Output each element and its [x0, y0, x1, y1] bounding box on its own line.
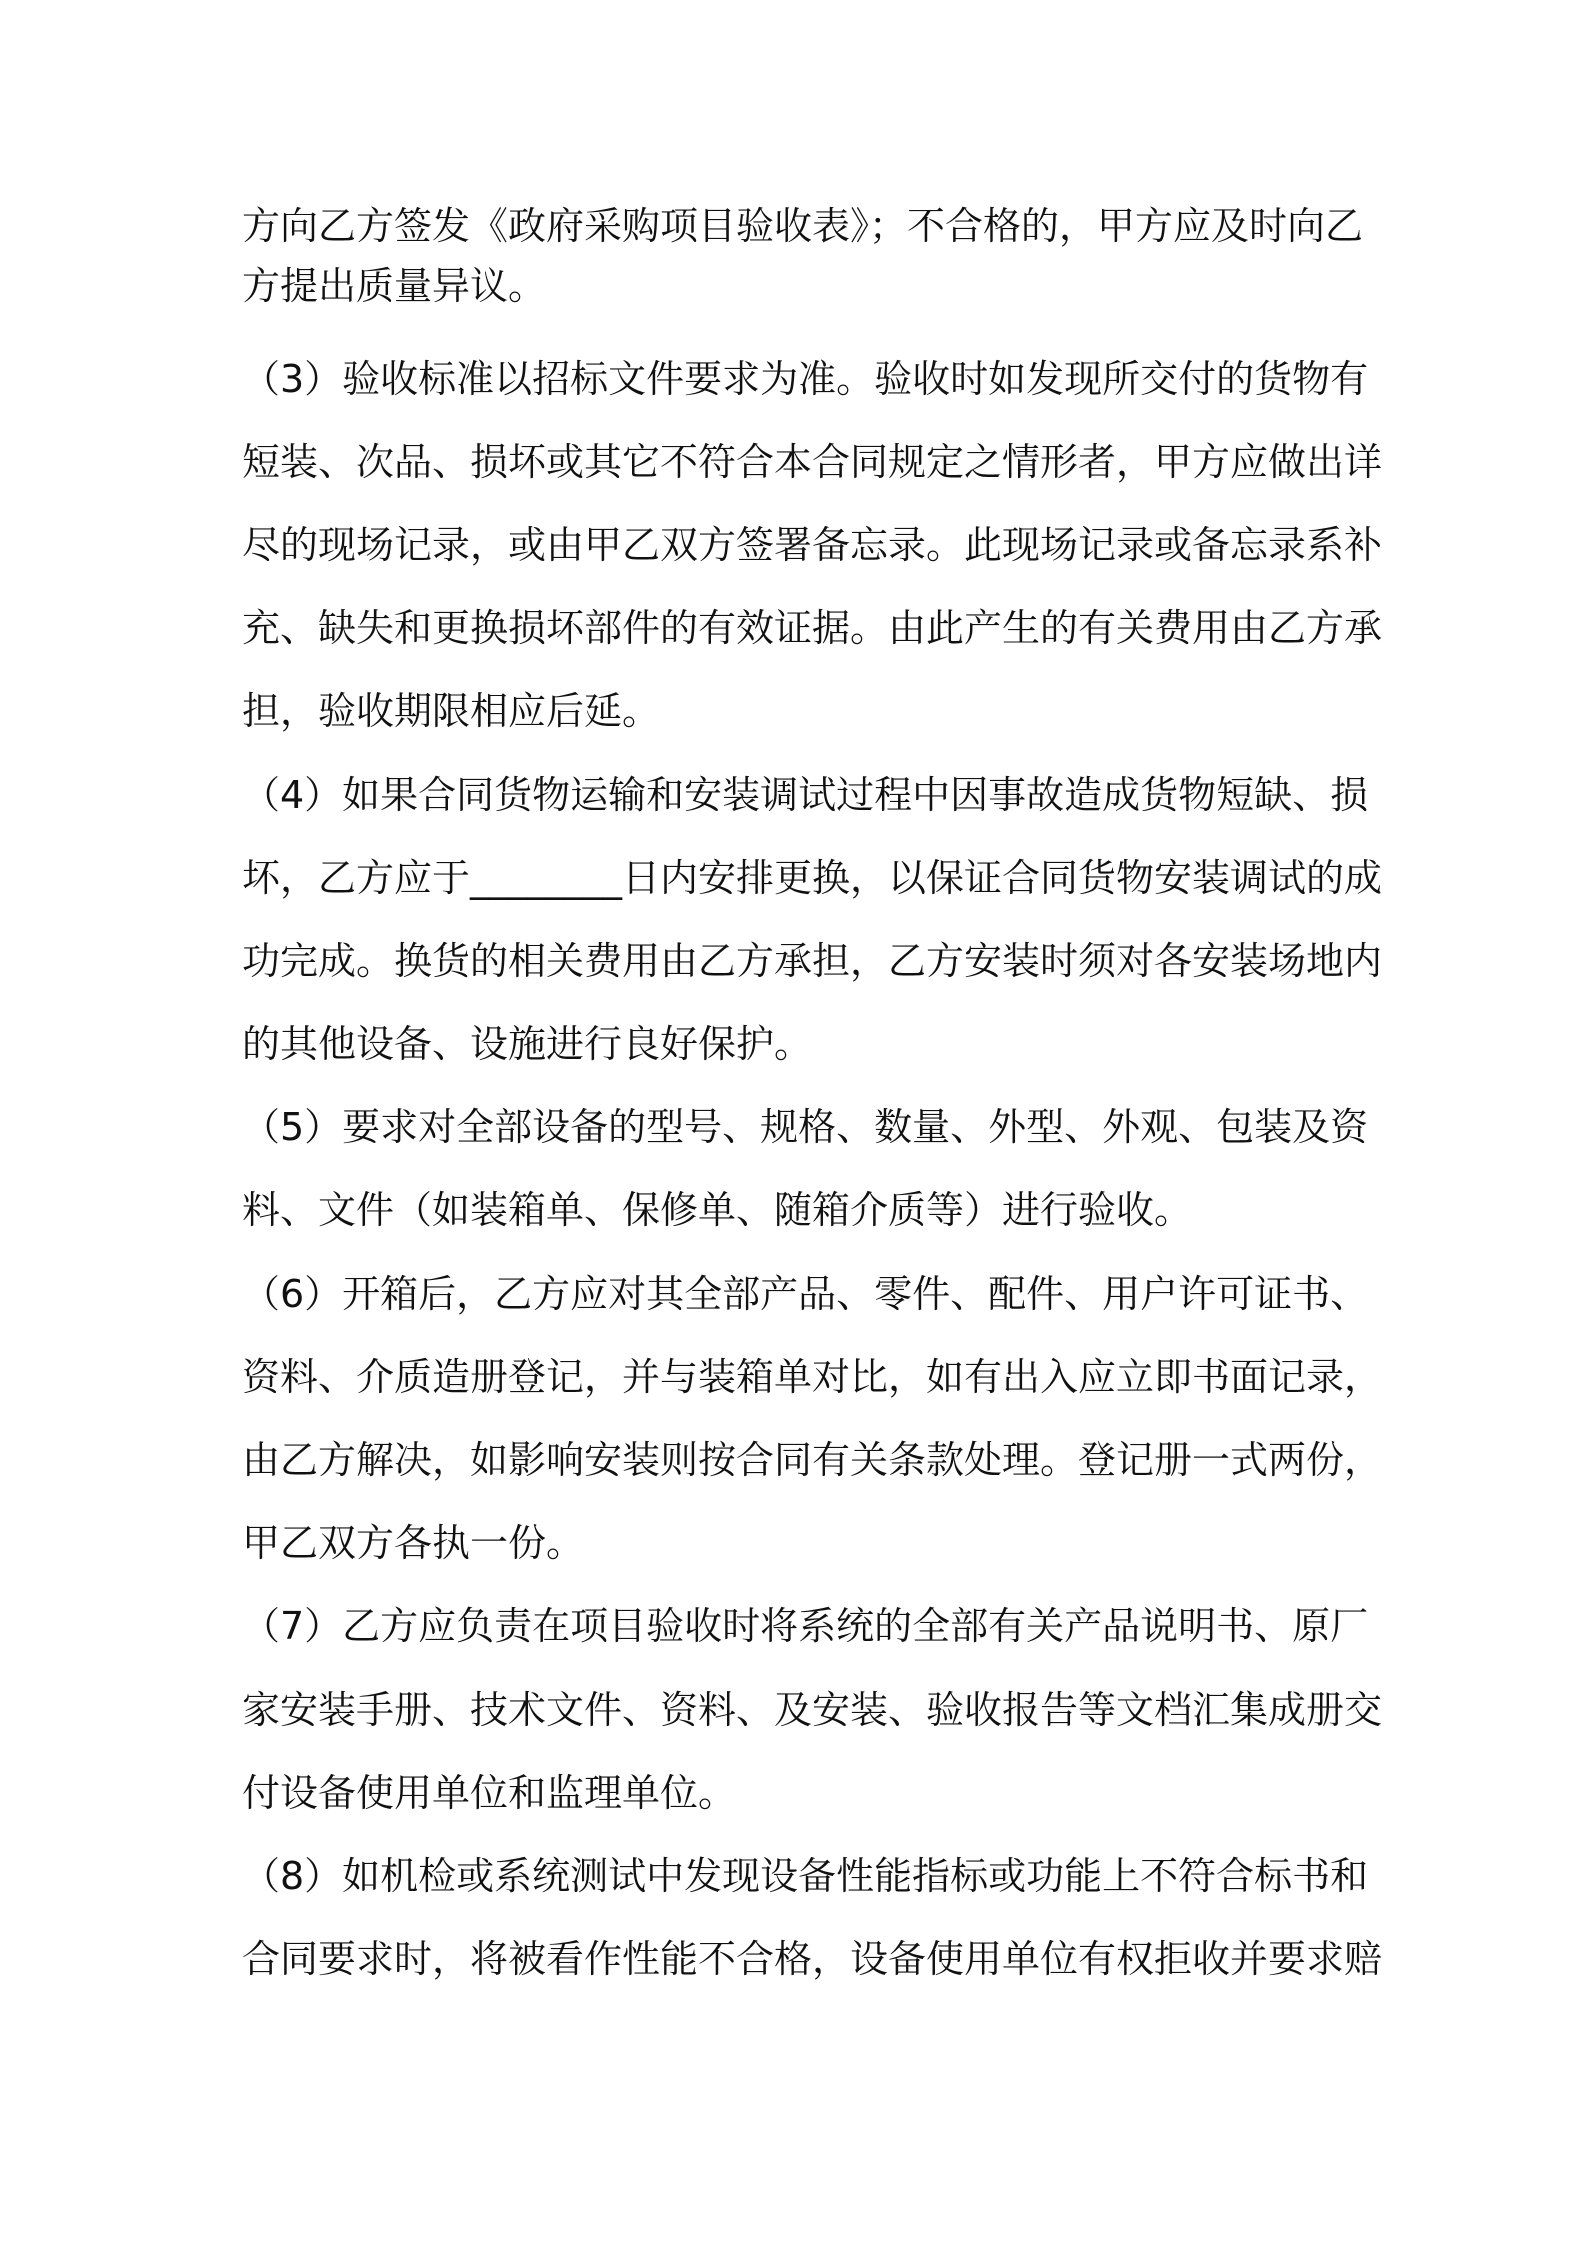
- text-line: 方向乙方签发《政府采购项目验收表》；不合格的，甲方应及时向乙: [242, 204, 1364, 248]
- text-line: 担，验收期限相应后延。: [242, 689, 661, 733]
- text-line: （6）开箱后，乙方应对其全部产品、零件、配件、用户许可证书、: [242, 1272, 1369, 1316]
- text-line: 尽的现场记录，或由甲乙双方签署备忘录。此现场记录或备忘录系补: [242, 523, 1383, 567]
- text-line: （3）验收标准以招标文件要求为准。验收时如发现所交付的货物有: [242, 357, 1369, 401]
- text-line: 合同要求时，将被看作性能不合格，设备使用单位有权拒收并要求赔: [242, 1937, 1383, 1981]
- text-line: 家安装手册、技术文件、资料、及安装、验收报告等文档汇集成册交: [242, 1688, 1383, 1732]
- text-line: 由乙方解决，如影响安装则按合同有关条款处理。登记册一式两份，: [242, 1438, 1383, 1482]
- text-line: 料、文件（如装箱单、保修单、随箱介质等）进行验收。: [242, 1188, 1193, 1232]
- text-line: （4）如果合同货物运输和安装调试过程中因事故造成货物短缺、损: [242, 773, 1369, 817]
- text-line: 短装、次品、损坏或其它不符合本合同规定之情形者，甲方应做出详: [242, 440, 1383, 484]
- text-line: （8）如机检或系统测试中发现设备性能指标或功能上不符合标书和: [242, 1854, 1369, 1898]
- text-line: 甲乙双方各执一份。: [242, 1521, 585, 1565]
- text-line: （5）要求对全部设备的型号、规格、数量、外型、外观、包装及资: [242, 1105, 1369, 1149]
- text-line: 付设备使用单位和监理单位。: [242, 1771, 737, 1815]
- text-line: 资料、介质造册登记，并与装箱单对比，如有出入应立即书面记录，: [242, 1355, 1383, 1399]
- text-line: 坏，乙方应于________日内安排更换，以保证合同货物安装调试的成: [242, 856, 1383, 900]
- text-line: 功完成。换货的相关费用由乙方承担，乙方安装时须对各安装场地内: [242, 939, 1383, 983]
- text-line: 充、缺失和更换损坏部件的有效证据。由此产生的有关费用由乙方承: [242, 606, 1383, 650]
- text-line: 的其他设备、设施进行良好保护。: [242, 1022, 813, 1066]
- text-line: （7）乙方应负责在项目验收时将系统的全部有关产品说明书、原厂: [242, 1604, 1369, 1648]
- text-line: 方提出质量异议。: [242, 264, 547, 308]
